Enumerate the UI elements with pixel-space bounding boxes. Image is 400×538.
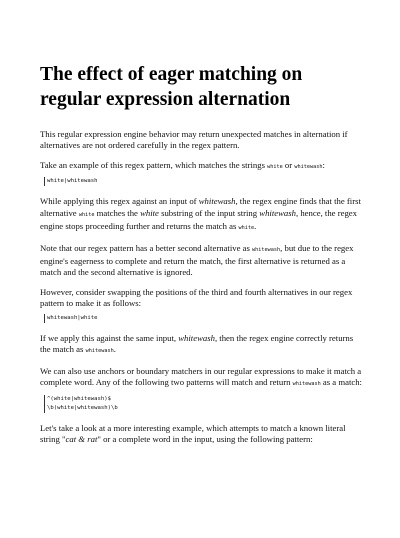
paragraph-5: However, consider swapping the positions of the third and fourth alternatives in our regex pattern to make it as follows: xyxy=(40,286,353,309)
code-block-2 xyxy=(44,314,365,323)
page-title xyxy=(40,62,365,112)
inline-code-white: white xyxy=(267,163,283,170)
inline-code-whitewash: whitewash xyxy=(294,163,323,170)
inline-code-whitewash: whitewash xyxy=(252,246,281,253)
paragraph-2: Take an example of this regex pattern, which matches the strings white or whitewash: xyxy=(40,159,325,170)
code-line: white|whitewash xyxy=(47,178,98,185)
title-line-1: The effect of eager matching on xyxy=(40,64,303,85)
paragraph-3: While applying this regex against an input of whitewash, the regex engine finds that the first alternative white matches the white substring of the input string whitewash, hence, the regex engine stops proceeding further and returns the match as white. xyxy=(40,196,361,232)
inline-code-whitewash: whitewash xyxy=(292,381,321,388)
code-line: \b(white|whitewash)\b xyxy=(47,404,118,411)
document-content xyxy=(40,62,365,446)
inline-code-whitewash: whitewash xyxy=(85,348,114,355)
code-line: whitewash|white xyxy=(47,314,98,321)
title-line-2: regular expression alternation xyxy=(40,89,291,110)
paragraph-4: Note that our regex pattern has a better second alternative as whitewash, but due to the regex engine's eagerness to complete and return the match, the first alternative is returned as a match and the second alternative is ignored. xyxy=(40,242,354,278)
paragraph-6: If we apply this against the same input, whitewash, then the regex engine correctly returns the match as whitewash. xyxy=(40,332,354,355)
paragraph-8: Let's take a look at a more interesting example, which attempts to match a known literal string "cat & rat" or a complete word in the input, using the following pattern: xyxy=(40,422,346,445)
paragraph-7: We can also use anchors or boundary matchers in our regular expressions to make it match a complete word. Any of the following two patterns will match and return whitewash as a match: xyxy=(40,365,362,388)
code-line: ^(white|whitewash)$ xyxy=(47,395,111,402)
inline-code-white: white xyxy=(238,225,255,232)
inline-code-white: white xyxy=(78,211,95,218)
code-block-1 xyxy=(44,177,365,186)
code-block-3 xyxy=(44,395,365,413)
paragraph-1: This regular expression engine behavior may return unexpected matches in alternation if alternatives are not ordered carefully in the regex pattern. xyxy=(40,129,348,151)
